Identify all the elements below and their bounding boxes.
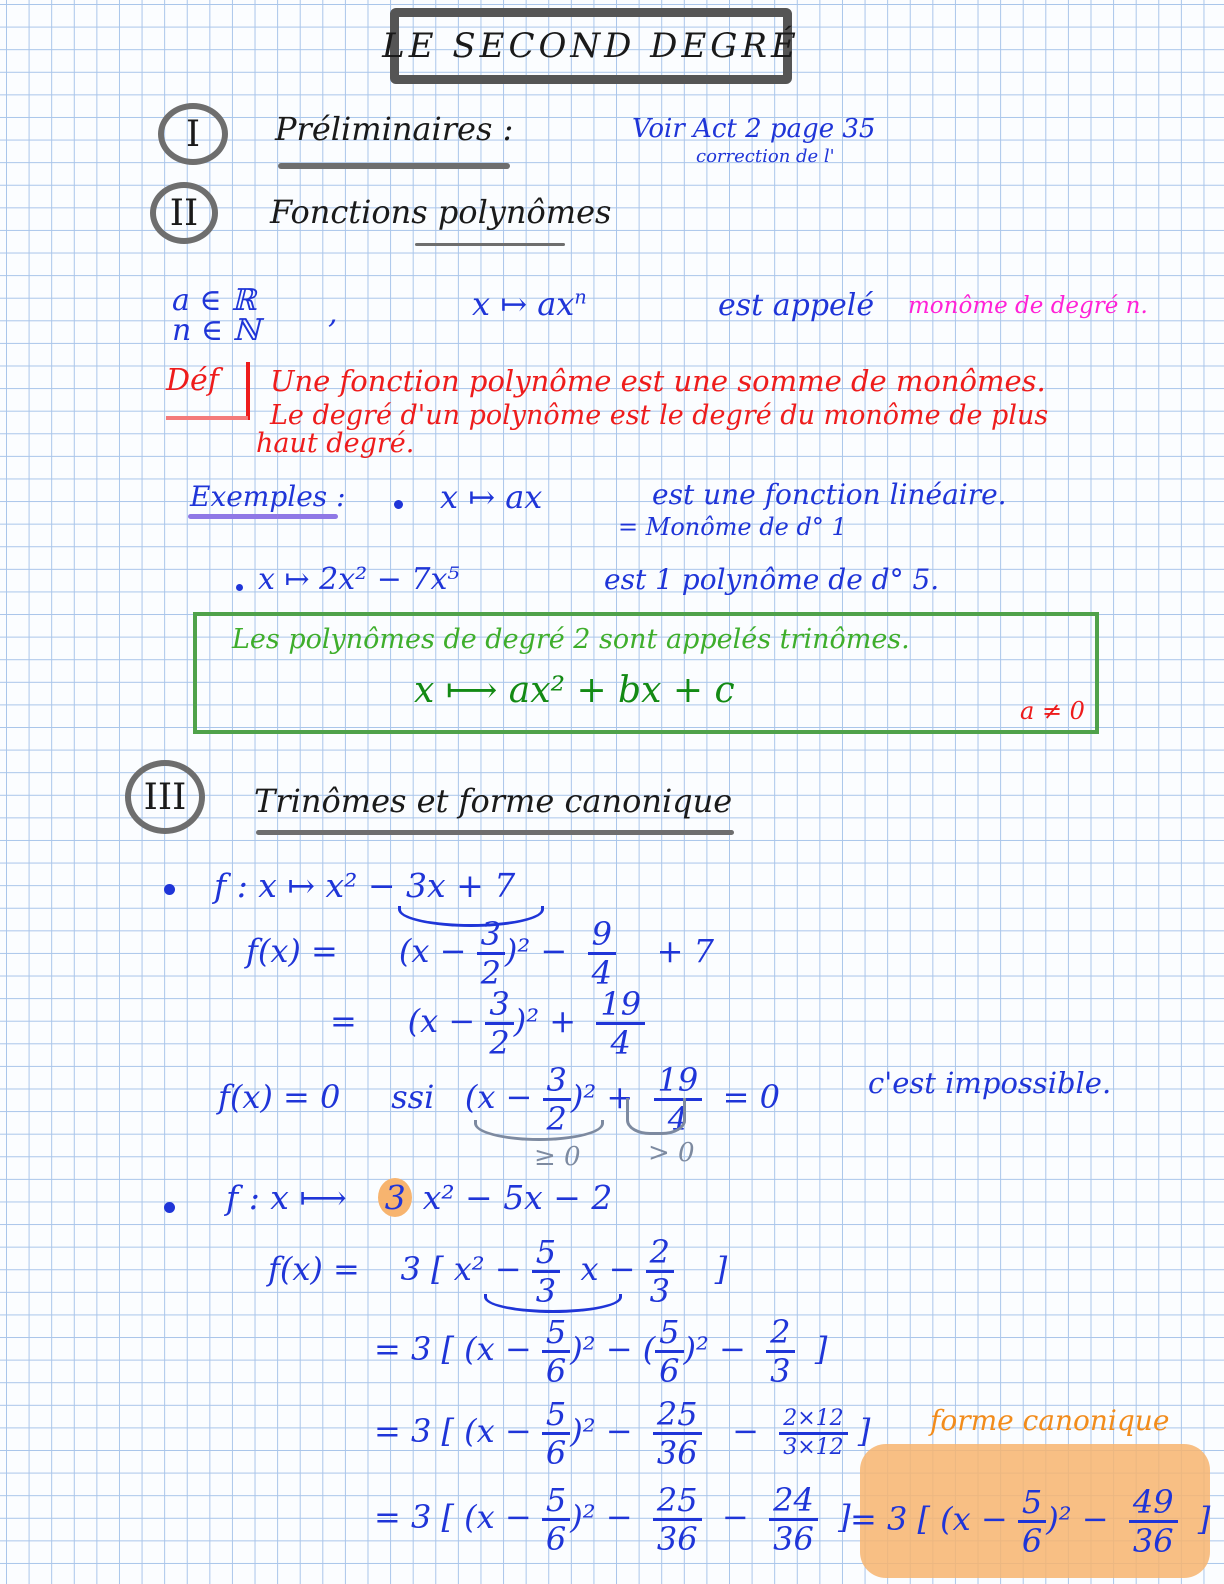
fraction: $\frac{5}{3}$	[532, 1236, 560, 1307]
ex2-line4: = 3 [ (x − $\frac{5}{6}$ )² − $\frac{25}{36}$ − $\frac{24}{36}$ ]	[374, 1481, 851, 1558]
canonical-label: forme canonique	[930, 1404, 1170, 1437]
ex1-gt0: > 0	[648, 1138, 695, 1168]
fraction: $\frac{5}{6}$	[655, 1316, 683, 1387]
fraction: $\frac{5}{6}$	[542, 1398, 570, 1469]
monome-cond-a: a ∈ ℝ	[172, 283, 257, 318]
canonical-form: = 3 [ (x − $\frac{5}{6}$ )² − $\frac{49}{36}$ ]	[850, 1483, 1211, 1560]
fraction: $\frac{3}{2}$	[485, 988, 513, 1059]
page-title: LE SECOND DEGRÉ	[382, 26, 800, 66]
example-2-map: x ↦ 2x² − 7x⁵	[258, 562, 460, 597]
monome-term: monôme de degré n.	[908, 293, 1148, 319]
section-3-underline	[256, 830, 734, 835]
fraction: $\frac{2\times 12}{3\times 12}$	[779, 1408, 847, 1459]
ex1-paren-grey	[626, 1098, 686, 1135]
definition-line-1: Une fonction polynôme est une somme de monômes.	[270, 364, 1046, 398]
fraction: $\frac{3}{2}$	[543, 1064, 571, 1135]
title-box	[382, 8, 800, 84]
ex1-function: f : x ↦ x² − 3x + 7	[214, 866, 516, 905]
fraction: $\frac{2}{3}$	[646, 1236, 674, 1307]
ex1-step1: f(x) = (x − $\frac{3}{2}$ )² − $\frac{9}{4}$ + 7	[246, 915, 714, 992]
fraction: $\frac{5}{6}$	[542, 1484, 570, 1555]
bullet-dot	[394, 500, 403, 509]
trinome-formula: x ⟼ ax² + bx + c	[414, 670, 735, 711]
examples-label: Exemples :	[190, 480, 346, 513]
trinome-definition: Les polynômes de degré 2 sont appelés trinômes.	[232, 624, 910, 655]
ex1-zero: f(x) = 0 ssi (x − $\frac{3}{2}$ )² + $\frac{19}{4}$ = 0	[218, 1061, 780, 1138]
fraction: $\frac{49}{36}$	[1129, 1486, 1178, 1557]
ex2-brace	[484, 1294, 622, 1313]
example-1-map: x ↦ ax	[440, 478, 543, 516]
bullet-dot	[164, 884, 175, 895]
ex2-function: f : x ⟼ 3 x² − 5x − 2	[226, 1178, 613, 1217]
example-1-sub: = Monôme de d° 1	[618, 513, 847, 541]
trinome-condition: a ≠ 0	[1020, 697, 1085, 725]
section-2-numeral: II	[150, 182, 218, 244]
definition-bar	[246, 362, 250, 420]
ex1-impossible: c'est impossible.	[868, 1066, 1112, 1100]
ex2-line3: = 3 [ (x − $\frac{5}{6}$ )² − $\frac{25}{36}$ − $\frac{2\times 12}{3\times 12}$ ]	[374, 1395, 871, 1472]
ex2-line1: f(x) = 3 [ x² − $\frac{5}{3}$ x − $\frac{2}{3}$ ]	[268, 1233, 728, 1310]
fraction: $\frac{19}{4}$	[654, 1064, 703, 1135]
fraction: $\frac{2}{3}$	[766, 1316, 794, 1387]
example-2-text: est 1 polynôme de d° 5.	[604, 563, 940, 596]
fraction: $\frac{19}{4}$	[596, 988, 645, 1059]
section-1-heading: Préliminaires :	[275, 110, 514, 148]
bullet-dot	[236, 584, 243, 591]
monome-comma: ,	[328, 296, 338, 331]
ex2-line2: = 3 [ (x − $\frac{5}{6}$ )² − ( $\frac{5}{6}$ )² − $\frac{2}{3}$ ]	[374, 1313, 828, 1390]
section-1-underline	[278, 163, 510, 169]
fraction: $\frac{25}{36}$	[653, 1484, 702, 1555]
fraction: $\frac{24}{36}$	[769, 1484, 818, 1555]
section-3-heading: Trinômes et forme canonique	[254, 782, 733, 820]
ex1-brace-grey	[474, 1120, 604, 1141]
definition-line-3: haut degré.	[256, 428, 415, 459]
monome-cond-n: n ∈ ℕ	[172, 313, 261, 348]
section-1-numeral: I	[158, 103, 228, 165]
leading-coefficient: 3	[378, 1178, 412, 1217]
section-2-heading: Fonctions polynômes	[270, 193, 612, 231]
ex1-step2: = (x − $\frac{3}{2}$ )² + $\frac{19}{4}$	[330, 988, 645, 1059]
fraction: $\frac{3}{2}$	[477, 918, 505, 989]
section-2-underline	[415, 243, 565, 246]
fraction: $\frac{5}{6}$	[1018, 1486, 1046, 1557]
fraction: $\frac{25}{36}$	[653, 1398, 702, 1469]
definition-line-2: Le degré d'un polynôme est le degré du monôme de plus	[270, 400, 1049, 431]
section-1-note: Voir Act 2 page 35	[632, 114, 876, 144]
section-1-note-sub: correction de l'	[696, 146, 835, 167]
monome-map: x ↦ $ax^n$	[472, 285, 587, 323]
fraction: $\frac{9}{4}$	[588, 918, 616, 989]
ex1-ge0: ≥ 0	[534, 1142, 581, 1172]
example-1-text: est une fonction linéaire.	[652, 478, 1007, 511]
section-3-numeral: III	[125, 760, 205, 834]
monome-text: est appelé	[718, 288, 875, 323]
fraction: $\frac{5}{6}$	[542, 1316, 570, 1387]
definition-label: Déf	[166, 363, 219, 398]
examples-underline	[188, 514, 338, 519]
definition-underline	[166, 416, 248, 420]
bullet-dot	[164, 1202, 175, 1213]
